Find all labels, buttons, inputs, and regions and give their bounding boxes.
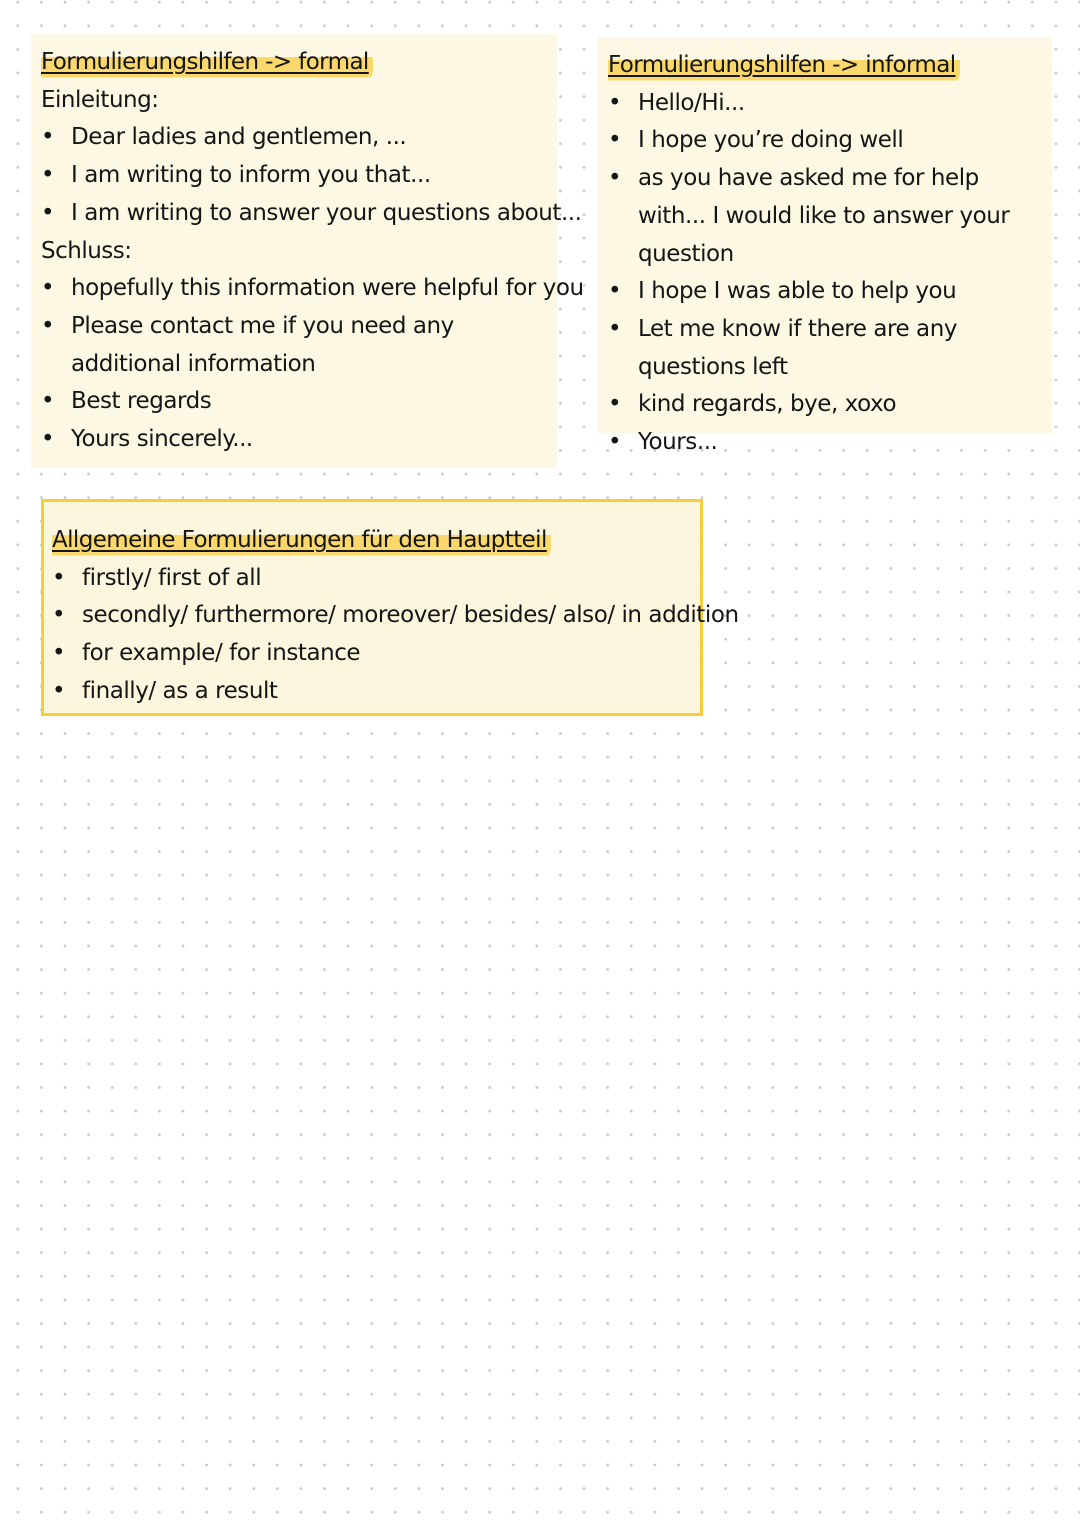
bullet-icon: • [41, 312, 55, 339]
list-item: • Hello/Hi... [608, 85, 1042, 123]
list-item: • Yours... [608, 424, 1042, 462]
intro-list [41, 119, 582, 232]
intro-label: Einleitung: [41, 86, 159, 113]
bullet-icon: • [608, 429, 622, 456]
bullet-icon: • [41, 124, 55, 151]
informal-heading: Formulierungshilfen -> informal [608, 47, 960, 85]
formal-phrases-card [31, 34, 584, 468]
bullet-icon: • [41, 426, 55, 453]
bullet-icon: • [41, 162, 55, 189]
list-item: • I hope I was able to help you [608, 273, 1042, 311]
list-item: • kind regards, bye, xoxo [608, 386, 1042, 424]
list-item: • finally/ as a result [52, 673, 690, 711]
bullet-icon: • [41, 388, 55, 415]
bullet-icon: • [608, 278, 622, 305]
closing-label: Schluss: [41, 237, 132, 264]
list-item: • Please contact me if you need any additional information [41, 308, 511, 383]
informal-phrases-card [598, 37, 1052, 456]
main-part-list [52, 560, 739, 711]
bullet-icon: • [608, 89, 622, 116]
bullet-icon: • [608, 315, 622, 342]
list-item: • secondly/ furthermore/ moreover/ besides/ also/ in addition [52, 597, 690, 635]
bullet-icon: • [52, 564, 66, 591]
list-item: • as you have asked me for help with... I would like to answer your question [608, 160, 1043, 273]
bullet-icon: • [608, 127, 622, 154]
main-part-phrases-card [41, 499, 739, 716]
bullet-icon: • [52, 640, 66, 667]
list-item: • Yours sincerely... [41, 421, 547, 459]
list-item: • Best regards [41, 383, 547, 421]
main-part-heading: Allgemeine Formulierungen für den Hauptteil [52, 522, 551, 560]
list-item: • for example/ for instance [52, 635, 690, 673]
closing-list [41, 270, 584, 459]
formal-heading: Formulierungshilfen -> formal [41, 44, 373, 82]
bullet-icon: • [52, 677, 66, 704]
list-item: • Dear ladies and gentlemen, ... [41, 119, 547, 157]
list-item: • firstly/ first of all [52, 560, 690, 598]
bullet-icon: • [41, 275, 55, 302]
bullet-icon: • [608, 391, 622, 418]
bullet-icon: • [52, 602, 66, 629]
informal-list [608, 85, 1042, 462]
list-item: • Let me know if there are any questions left [608, 311, 1043, 386]
list-item: • hopefully this information were helpful for you [41, 270, 547, 308]
list-item: • I hope you’re doing well [608, 122, 1042, 160]
bullet-icon: • [608, 165, 622, 192]
bullet-icon: • [41, 199, 55, 226]
list-item: • I am writing to answer your questions about... [41, 195, 547, 233]
list-item: • I am writing to inform you that... [41, 157, 547, 195]
